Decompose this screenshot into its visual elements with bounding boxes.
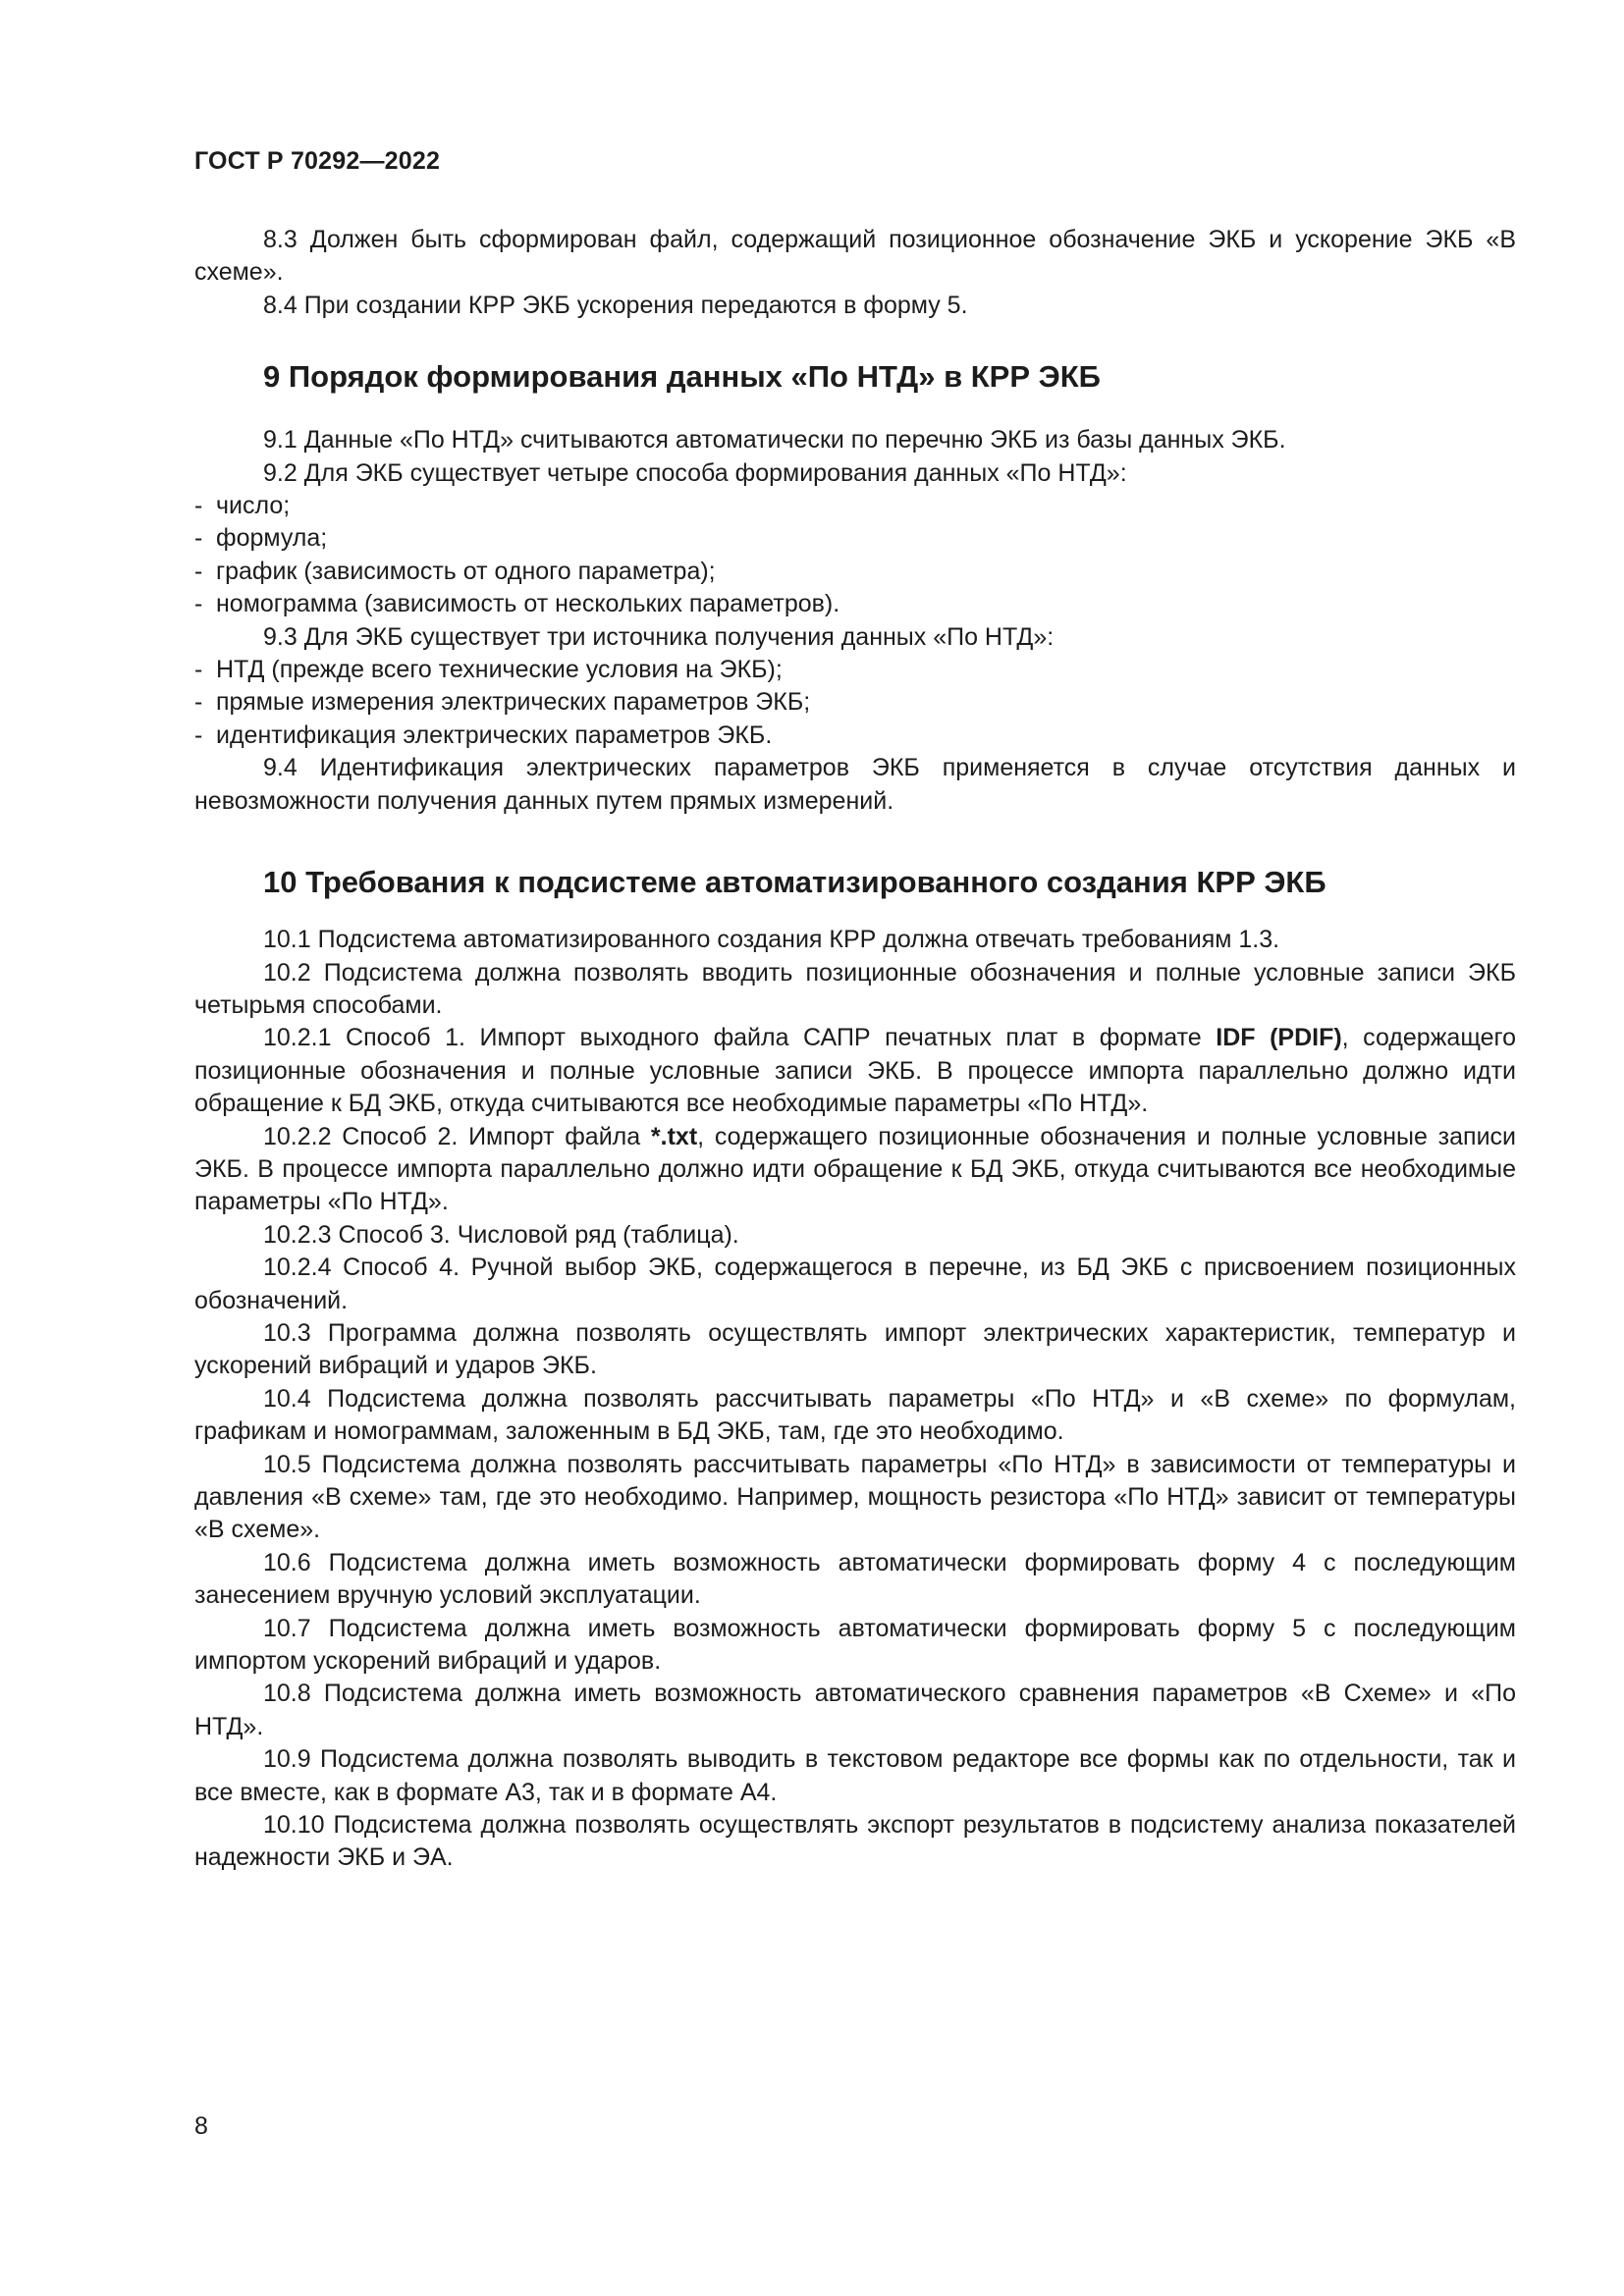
format-txt: *.txt [650, 1122, 698, 1150]
paragraph-10-6: 10.6 Подсистема должна иметь возможность автоматически формировать форму 4 с последующим занесением вручную условий эксплуатации. [194, 1548, 1516, 1610]
paragraph-10-2-4: 10.2.4 Способ 4. Ручной выбор ЭКБ, содержащегося в перечне, из БД ЭКБ с присвоением позиционных обозначений. [194, 1254, 1516, 1314]
paragraph-8-3: 8.3 Должен быть сформирован файл, содержащий позиционное обозначение ЭКБ и ускорение ЭКБ «В схеме». [194, 226, 1516, 287]
paragraph-10-2-2: 10.2.2 Способ 2. Импорт файла *.txt, содержащего позиционные обозначения и полные условные записи ЭКБ. В процессе импорта параллельно должно идти обращение к БД ЭКБ, откуда считываются все необходимые параметры «По НТД». [194, 1122, 1517, 1216]
paragraph-9-3: 9.3 Для ЭКБ существует три источника получения данных «По НТД»: [263, 622, 1055, 651]
list-item-method: - номограмма (зависимость от нескольких параметров). [194, 590, 840, 618]
paragraph-10-7: 10.7 Подсистема должна иметь возможность автоматически формировать форму 5 с последующим импортом ускорений вибраций и ударов. [194, 1614, 1516, 1676]
section-10-heading: 10 Требования к подсистеме автоматизированного создания КРР ЭКБ [263, 865, 1326, 900]
paragraph-10-2-1: 10.2.1 Способ 1. Импорт выходного файла САПР печатных плат в формате IDF (PDIF), содержащего позиционные обозначения и полные условные записи ЭКБ. В процессе импорта параллельно должно идти обращение к БД ЭКБ, откуда считываются все необходимые параметры «По НТД». [194, 1024, 1516, 1118]
paragraph-10-1: 10.1 Подсистема автоматизированного создания КРР должна отвечать требованиям 1.3. [263, 926, 1280, 954]
paragraph-10-8: 10.8 Подсистема должна иметь возможность автоматического сравнения параметров «В Схеме» и «По НТД». [194, 1680, 1516, 1740]
paragraph-10-2: 10.2 Подсистема должна позволять вводить позиционные обозначения и полные условные записи ЭКБ четырьмя способами. [194, 958, 1516, 1019]
paragraph-9-4: 9.4 Идентификация электрических параметров ЭКБ применяется в случае отсутствия данных и невозможности получения данных путем прямых измерений. [194, 754, 1516, 815]
list-item-method: - число; [194, 492, 291, 520]
paragraph-9-2: 9.2 Для ЭКБ существует четыре способа формирования данных «По НТД»: [263, 458, 1127, 487]
list-item-source: - прямые измерения электрических параметров ЭКБ; [194, 688, 811, 717]
list-item-method: - формула; [194, 524, 328, 553]
paragraph-10-4: 10.4 Подсистема должна позволять рассчитывать параметры «По НТД» и «В схеме» по формулам, графикам и номограммам, заложенным в БД ЭКБ, там, где это необходимо. [194, 1384, 1516, 1446]
paragraph-8-4: 8.4 При создании КРР ЭКБ ускорения передаются в форму 5. [263, 291, 968, 319]
document-code: ГОСТ Р 70292—2022 [194, 147, 441, 175]
paragraph-10-5: 10.5 Подсистема должна позволять рассчитывать параметры «По НТД» в зависимости от температуры и давления «В схеме» там, где это необходимо. Например, мощность резистора «По НТД» зависит от температуры «В схеме». [194, 1450, 1516, 1544]
paragraph-10-10: 10.10 Подсистема должна позволять осуществлять экспорт результатов в подсистему анализа показателей надежности ЭКБ и ЭА. [194, 1811, 1516, 1872]
paragraph-10-3: 10.3 Программа должна позволять осуществлять импорт электрических характеристик, температур и ускорений вибраций и ударов ЭКБ. [194, 1318, 1516, 1380]
format-idf: IDF (PDIF) [1216, 1024, 1342, 1052]
list-item-source: - идентификация электрических параметров ЭКБ. [194, 721, 773, 749]
list-item-source: - НТД (прежде всего технические условия на ЭКБ); [194, 656, 783, 684]
section-9-heading: 9 Порядок формирования данных «По НТД» в КРР ЭКБ [263, 359, 1101, 395]
paragraph-10-2-3: 10.2.3 Способ 3. Числовой ряд (таблица). [263, 1220, 739, 1249]
paragraph-9-1: 9.1 Данные «По НТД» считываются автоматически по перечню ЭКБ из базы данных ЭКБ. [263, 426, 1286, 454]
page-number: 8 [194, 2112, 208, 2140]
list-item-method: - график (зависимость от одного параметра); [194, 557, 716, 585]
page-body [194, 224, 1516, 1875]
paragraph-10-9: 10.9 Подсистема должна позволять выводить в текстовом редакторе все формы как по отдельности, так и все вместе, как в формате А3, так и в формате А4. [194, 1745, 1516, 1806]
